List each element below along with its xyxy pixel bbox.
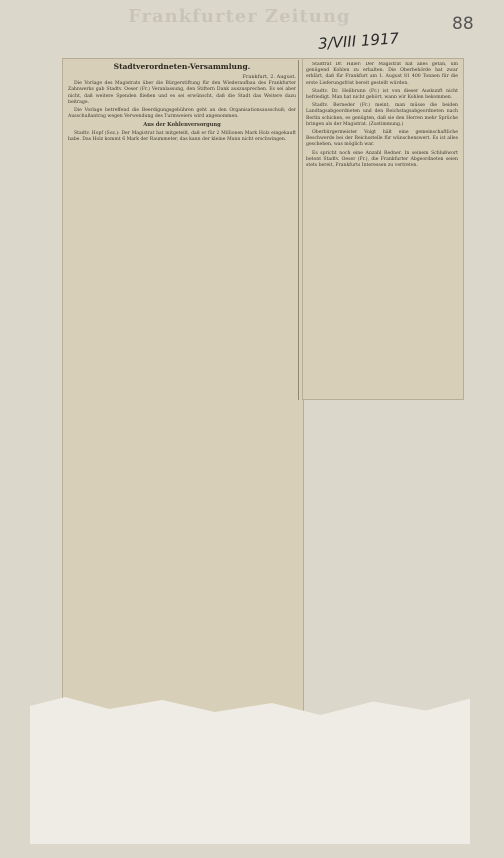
- paragraph: Die Vorlage betreffend die Beerdigungsgebühren geht an den Organisationsausschuß; der Ausschußantrag wegen Verwendung des Turmweiers wird angenommen.: [68, 108, 296, 120]
- paragraph: Stadtv. Dr. Heilbrunn (Fr.) ist von dieser Auskunft nicht befriedigt. Man hat nicht gehört, wann wir Kohlen bekommen.: [306, 88, 458, 101]
- page-number: 88: [452, 14, 474, 34]
- article-dateline: Frankfurt, 2. August.: [242, 74, 296, 80]
- article-left-column: [68, 62, 296, 712]
- article-headline: Stadtverordneten-Versammlung.: [113, 62, 251, 71]
- article-subhead: Aus der Kohlenversorgung: [143, 122, 221, 129]
- handwritten-date: 3/VIII 1917: [317, 29, 400, 53]
- article-right-column: [306, 62, 458, 394]
- paragraph: Stadtv. Hopf (Soz.): Der Magistrat hat mitgeteilt, daß er für 2 Millionen Mark Holz eingekauft habe. Das Holz kommt 6 Mark der Raummeter, das kann der kleine Mann nicht erschwingen.: [68, 130, 296, 142]
- paragraph: Oberbürgermeister Voigt hält eine gemeinschaftliche Beschwerde bei der Reichsstelle für wünschenswert. Es ist alles geschehen, was möglich war.: [306, 130, 458, 148]
- paragraph: Stadtrat Dr. Hiller: Der Magistrat hat alles getan, um genügend Kohlen zu erhalten. Die Oberbehörde hat zwar erklärt, daß für Frankfurt am 1. August 81 400 Tonnen für die erste Lieferungsfrist bereit gestellt würden.: [306, 62, 458, 86]
- paragraph: Die Vorlage des Magistrats über die Bürgerstiftung für den Wiederaufbau des Frankfurter Zahnwerks gab Stadtv. Oeser (Fr.) Veranlassung, den Stiftern Dank auszusprechen. Es sei aber nicht, daß weitere Spenden fließen und es sei erwünscht, daß die Stadt das Weitere dazu beitrage.: [68, 81, 296, 105]
- paragraph: Stadtv. Berneder (Fr.) meint, man müsse die beiden Landtagsabgeordneten und den Reichstagsabgeordneten nach Berlin schicken, es genügten, daß sie den Herren mehr Sprüche bringen als der Magistrat. (Zustimmung.): [306, 103, 458, 127]
- torn-paper-edge: [30, 694, 470, 844]
- column-divider: [298, 60, 299, 400]
- masthead-stamp: Frankfurter Zeitung: [128, 6, 351, 27]
- paragraph: Es spricht noch eine Anzahl Redner. In seinem Schlußwort betont Stadtv. Oeser (Fr.), die Frankfurter Abgeordneten seien stets bereit, Frankfurts Interessen zu vertreten.: [306, 150, 458, 169]
